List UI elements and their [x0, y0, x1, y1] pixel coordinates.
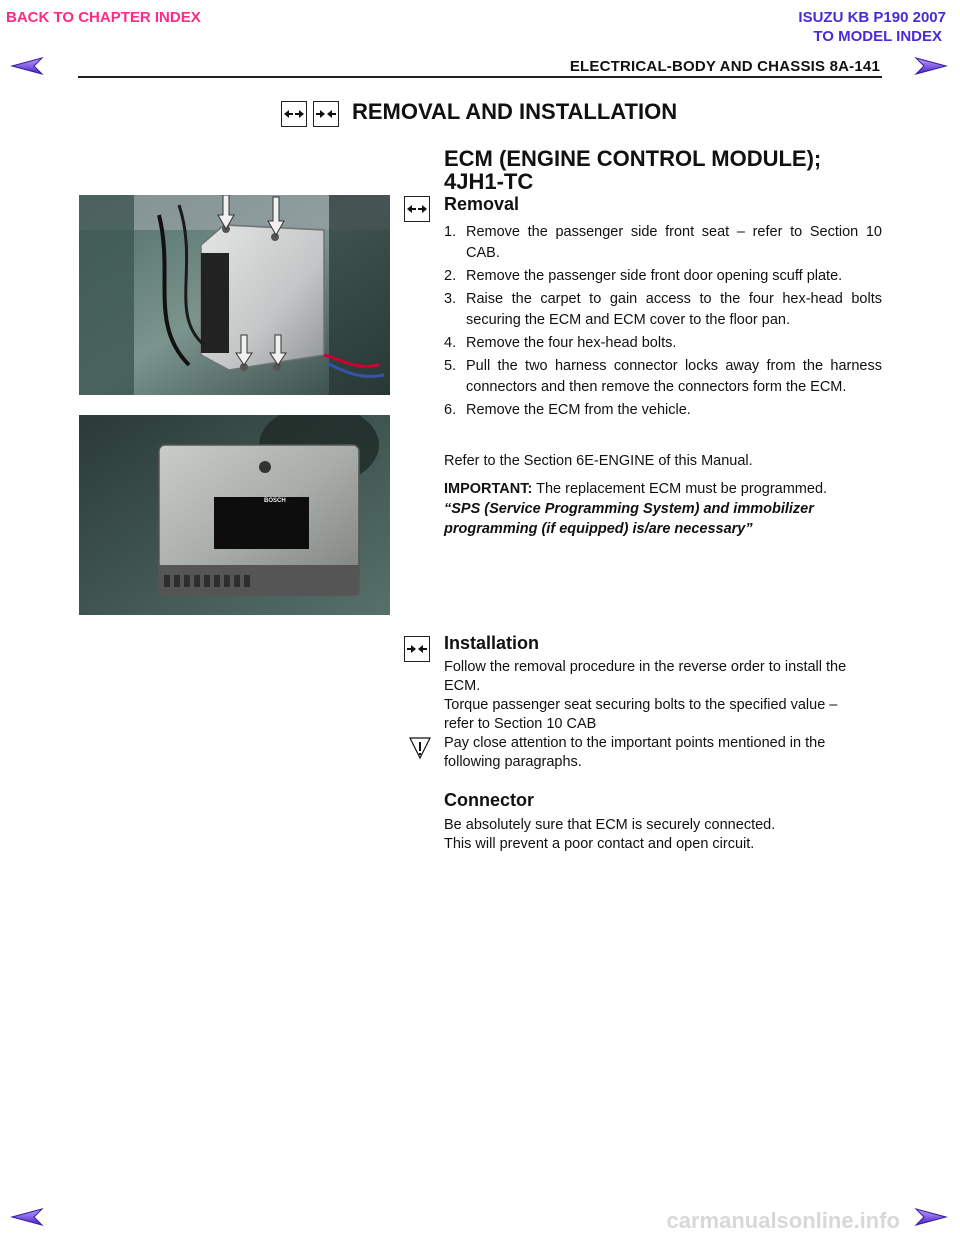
- page-header-title: ELECTRICAL-BODY AND CHASSIS 8A-141: [569, 58, 880, 75]
- ecm-label-brand: BOSCH: [264, 498, 286, 504]
- ecm-removed-photo: [79, 415, 390, 615]
- removal-step: 5. Pull the two harness connector locks away from the harness connectors and then remove the connectors form the ECM.: [444, 358, 882, 395]
- important-italic-line-1: “SPS (Service Programming System) and immobilizer: [444, 501, 814, 517]
- installation-text: Follow the removal procedure in the reverse order to install the ECM. Torque passenger seat securing bolts to the specified value – refer to Section 10 CAB Pay close attention to the important points mentioned in the following paragraphs.: [444, 659, 847, 770]
- caution-icon: [408, 736, 432, 760]
- installation-section-icon: [404, 636, 430, 662]
- refer-section-text: Refer to the Section 6E-ENGINE of this Manual.: [444, 453, 753, 469]
- removal-steps-list: [444, 222, 882, 423]
- connector-text: Be absolutely sure that ECM is securely connected. This will prevent a poor contact and open circuit.: [444, 817, 776, 852]
- back-to-chapter-index-link[interactable]: BACK TO CHAPTER INDEX: [6, 9, 201, 26]
- module-title-line-1: ECM (ENGINE CONTROL MODULE);: [444, 146, 822, 171]
- installation-section-title: Installation: [444, 633, 540, 653]
- module-title-line-2: 4JH1-TC: [444, 169, 534, 194]
- removal-step: 2. Remove the passenger side front door opening scuff plate.: [444, 268, 843, 284]
- to-model-index-link[interactable]: TO MODEL INDEX: [813, 28, 942, 45]
- model-title-link[interactable]: ISUZU KB P190 2007: [798, 9, 946, 26]
- connector-section-title: Connector: [444, 790, 534, 810]
- installation-symbol-icon: [313, 101, 339, 127]
- watermark-text: carmanualsonline.info: [666, 1208, 900, 1233]
- ecm-cover-installed-photo: [79, 195, 390, 395]
- header-divider: [78, 76, 882, 78]
- removal-section-title: Removal: [444, 194, 520, 214]
- module-title: [444, 147, 864, 193]
- next-page-arrow-icon[interactable]: [914, 55, 948, 77]
- page-main-title: REMOVAL AND INSTALLATION: [352, 99, 678, 124]
- removal-step: 1. Remove the passenger side front seat – refer to Section 10 CAB.: [444, 224, 882, 261]
- removal-symbol-icon: [281, 101, 307, 127]
- removal-section-icon: [404, 196, 430, 222]
- important-italic-line-2: programming (if equipped) is/are necessary”: [444, 521, 753, 537]
- removal-step: 6. Remove the ECM from the vehicle.: [444, 402, 691, 418]
- previous-page-arrow-bottom-icon[interactable]: [10, 1206, 44, 1228]
- important-label: IMPORTANT:: [444, 481, 533, 497]
- removal-step: 4. Remove the four hex-head bolts.: [444, 335, 677, 351]
- removal-step: 3. Raise the carpet to gain access to the four hex-head bolts securing the ECM and ECM cover to the floor pan.: [444, 291, 882, 328]
- important-note: [444, 479, 884, 539]
- previous-page-arrow-icon[interactable]: [10, 55, 44, 77]
- next-page-arrow-bottom-icon[interactable]: [914, 1206, 948, 1228]
- important-text: The replacement ECM must be programmed.: [532, 481, 828, 497]
